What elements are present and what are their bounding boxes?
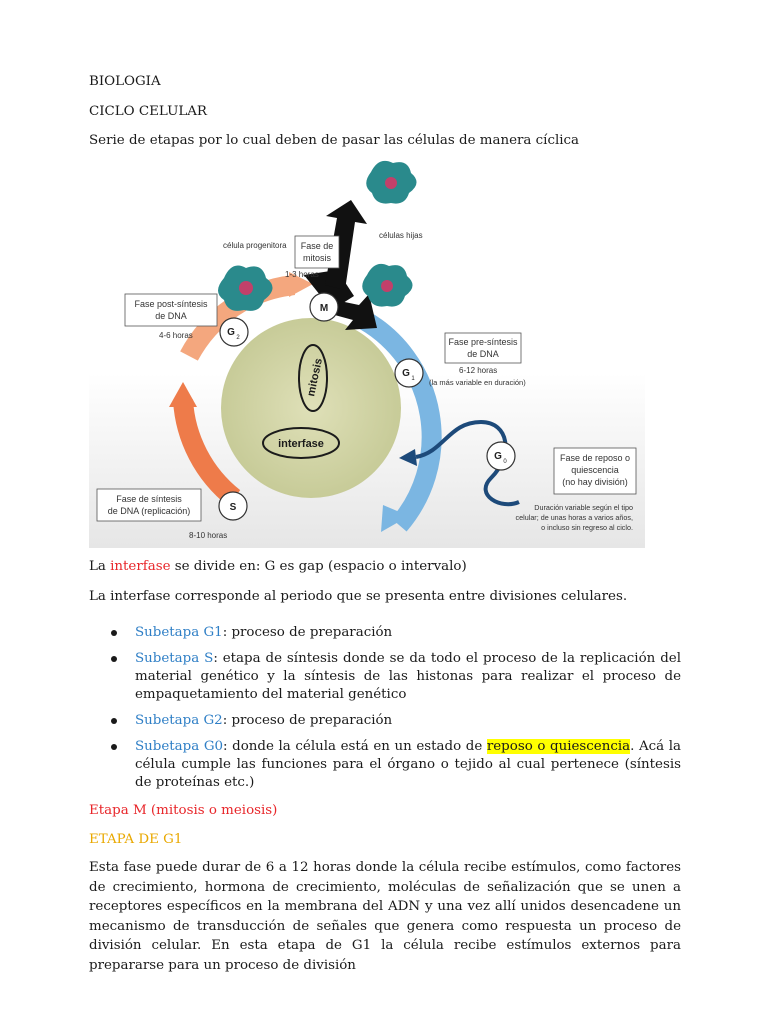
- svg-text:de DNA: de DNA: [155, 311, 187, 321]
- g1-time-label: 6-12 horas: [459, 366, 498, 375]
- subetapa-label: Subetapa G1: [135, 625, 223, 640]
- svg-text:Fase pre-síntesis: Fase pre-síntesis: [448, 337, 518, 347]
- etapa-m-heading: Etapa M (mitosis o meiosis): [89, 803, 278, 818]
- g0-phase-box: [554, 448, 636, 494]
- subetapa-label: Subetapa S: [135, 651, 214, 666]
- bullet-dot: [111, 630, 117, 636]
- inner-interfase-label: interfase: [278, 438, 324, 450]
- highlighted-term: reposo o quiescencia: [486, 739, 631, 754]
- subject-heading: BIOLOGIA: [89, 74, 161, 89]
- svg-text:quiescencia: quiescencia: [571, 465, 619, 475]
- svg-text:G: G: [402, 368, 410, 379]
- svg-text:G: G: [494, 451, 502, 462]
- g1-phase-box: [445, 333, 521, 363]
- svg-text:(no hay división): (no hay división): [562, 477, 628, 487]
- progenitor-label: célula progenitora: [223, 241, 287, 250]
- svg-text:de DNA: de DNA: [467, 349, 499, 359]
- svg-text:0: 0: [503, 459, 507, 465]
- svg-text:G: G: [227, 327, 235, 338]
- svg-text:Fase post-síntesis: Fase post-síntesis: [134, 299, 208, 309]
- g1-paragraph: Esta fase puede durar de 6 a 12 horas donde la célula recibe estímulos, como factores de crecimiento, hormona de crecimiento, moléculas de señalización que se unen a receptores específicos en la membrana del ADN y una vez allí unidos desencadene un mecanismo de transducción de señales que genera como respuesta un proceso de división celular. En esta etapa de G1 la célula recibe estímulos externos para prepararse para un proceso de división: [89, 860, 681, 973]
- s-phase-marker: [219, 492, 247, 520]
- bullet-dot: [111, 744, 117, 750]
- svg-text:Fase de reposo o: Fase de reposo o: [559, 453, 631, 463]
- subetapa-label: Subetapa G0: [135, 739, 224, 754]
- g0-note-line-3: o incluso sin regreso al ciclo.: [541, 523, 633, 532]
- etapa-g1-heading: ETAPA DE G1: [89, 832, 183, 847]
- mitosis-phase-box: [295, 236, 339, 268]
- svg-text:mitosis: mitosis: [302, 253, 332, 263]
- cell-cycle-diagram: [89, 160, 645, 548]
- page-title: CICLO CELULAR: [89, 104, 208, 119]
- g2-time-label: 4-6 horas: [159, 331, 193, 340]
- svg-text:S: S: [229, 502, 237, 513]
- g2-phase-box: [125, 294, 217, 326]
- svg-text:M: M: [319, 303, 329, 314]
- g1-phase-marker: [395, 359, 423, 387]
- bullet-dot: [111, 656, 117, 662]
- m-phase-marker: [310, 293, 338, 321]
- interfase-definition: La interfase corresponde al periodo que se presenta entre divisiones celulares.: [89, 589, 628, 604]
- interfase-term: interfase: [110, 559, 171, 574]
- g0-note-line-2: celular; de unas horas a varios años,: [515, 513, 633, 522]
- svg-text:Fase de: Fase de: [300, 241, 334, 251]
- cell-cycle-figure: [89, 160, 645, 548]
- s-phase-box: [97, 489, 201, 521]
- bullet-dot: [111, 718, 117, 724]
- g2-phase-marker: [220, 318, 248, 346]
- inner-mitosis-label: mitosis: [305, 357, 325, 398]
- svg-text:1: 1: [411, 376, 415, 382]
- interfase-intro: La interfase se divide en: G es gap (espacio o intervalo): [89, 559, 467, 574]
- g1-variability-label: (la más variable en duración): [429, 378, 526, 387]
- svg-text:de DNA (replicación): de DNA (replicación): [107, 506, 191, 516]
- svg-text:2: 2: [236, 335, 240, 341]
- g0-note-line-1: Duración variable según el tipo: [534, 503, 633, 512]
- definition-text: Serie de etapas por lo cual deben de pasar las células de manera cíclica: [89, 133, 579, 148]
- mitosis-time-label: 1-3 horas: [285, 270, 319, 279]
- subetapa-label: Subetapa G2: [135, 713, 223, 728]
- s-time-label: 8-10 horas: [189, 531, 228, 540]
- g0-phase-marker: [487, 442, 515, 470]
- daughters-label: células hijas: [379, 231, 423, 240]
- svg-text:Fase de síntesis: Fase de síntesis: [116, 494, 182, 504]
